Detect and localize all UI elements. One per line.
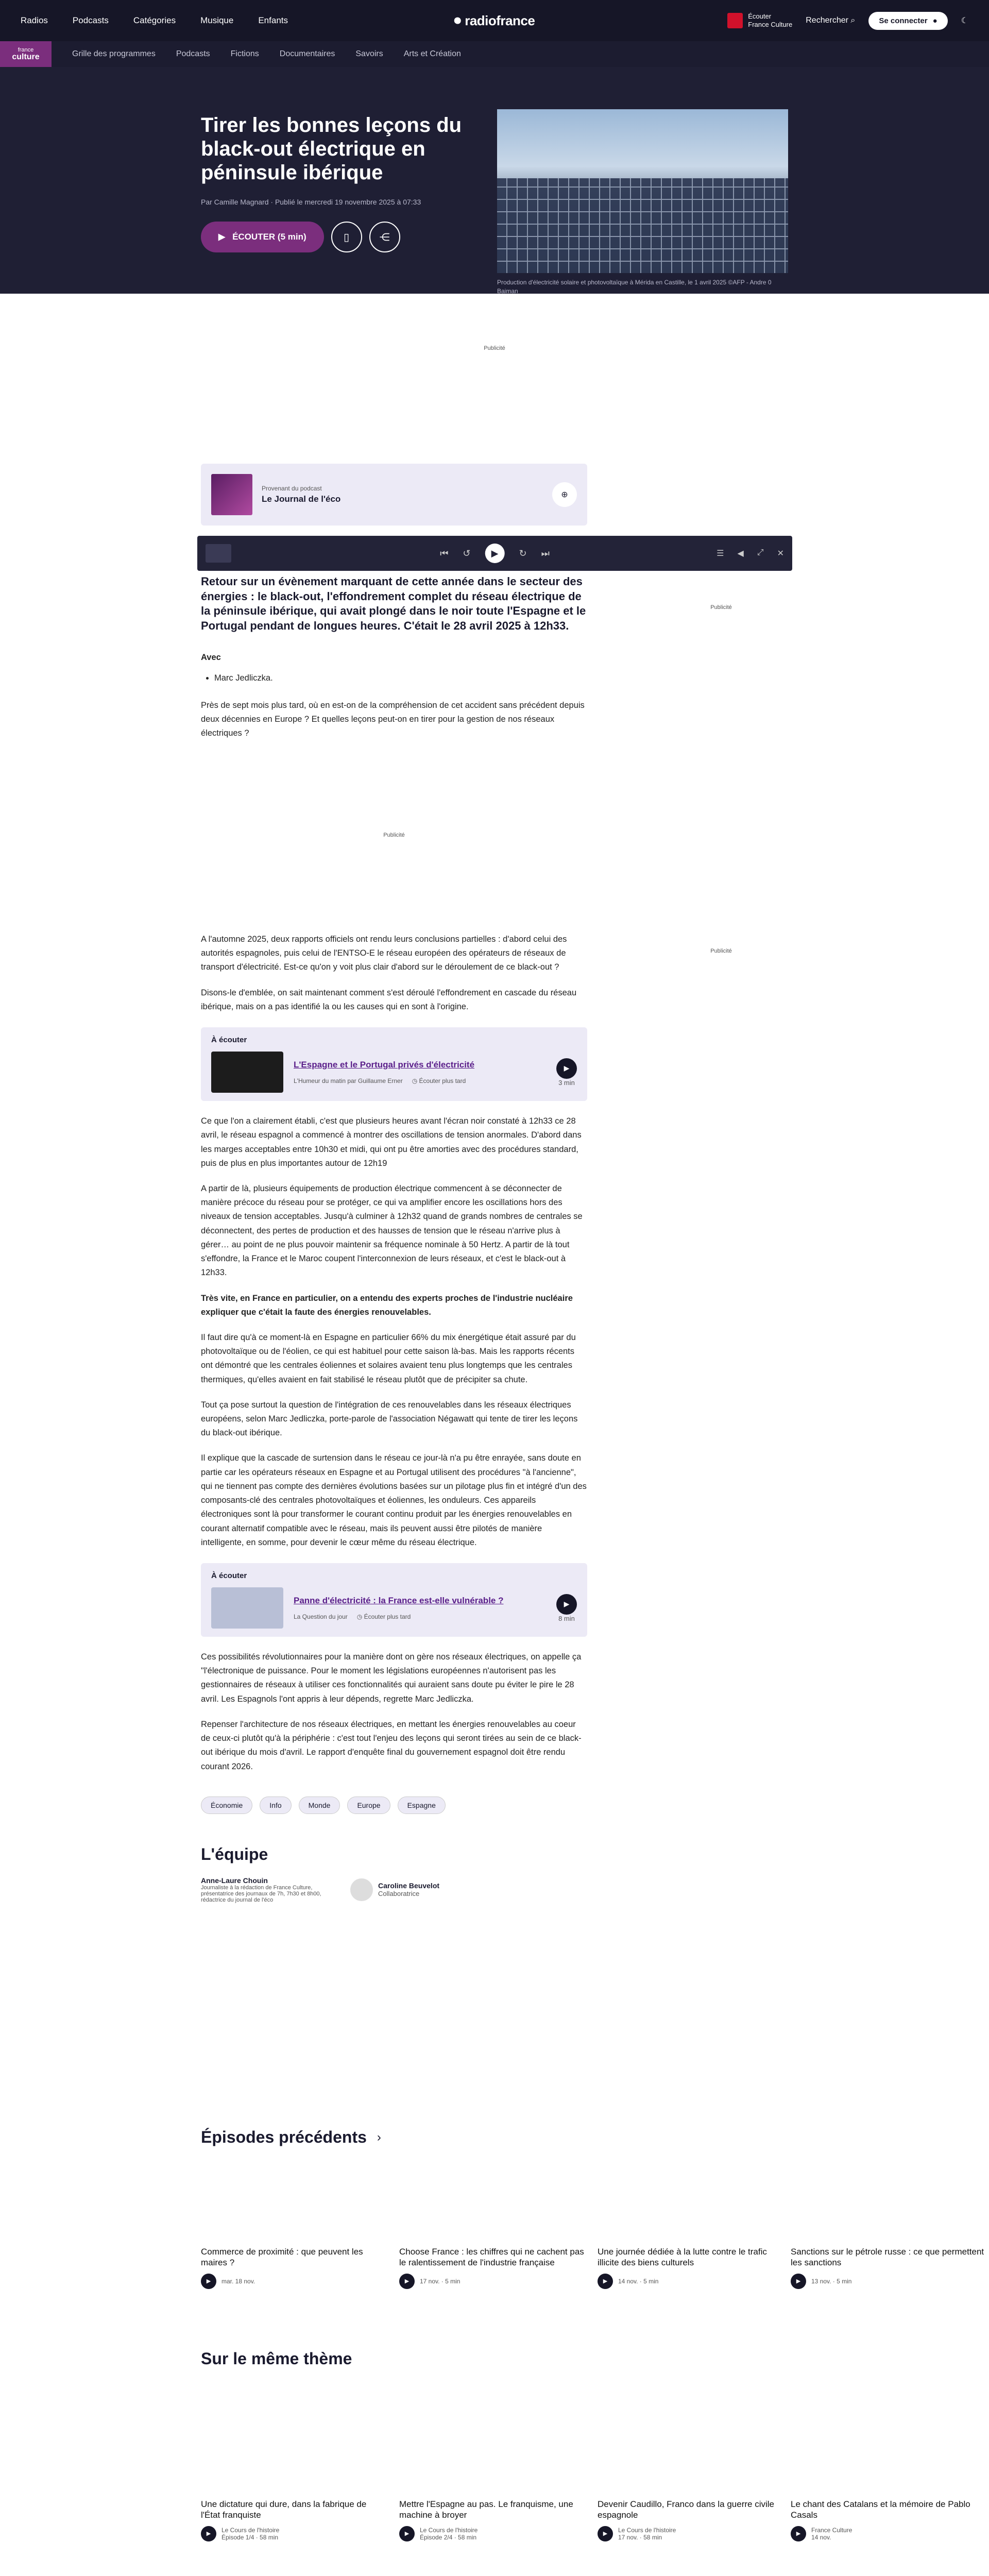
tag[interactable]: Espagne — [398, 1797, 446, 1814]
play-icon[interactable]: ▶ — [598, 2274, 613, 2289]
plus-icon: ⊕ — [561, 490, 568, 499]
card-source: Le Cours de l'histoire — [618, 2526, 676, 2534]
member-name: Anne-Laure Chouin — [201, 1876, 268, 1885]
article-lead: Retour sur un évènement marquant de cette année dans le secteur des énergies : le black-out, l'effondrement complet du réseau électrique de la péninsule ibérique, qui avait plongé dans le noir toute l'Espagne et le Portugal pendant de longues heures. C'était le 28 avril 2025 à 12h33. — [201, 575, 586, 632]
tag-list — [201, 1797, 587, 1814]
expand-icon[interactable]: ⤢ — [757, 548, 764, 557]
logo-icon: ⏺ — [454, 12, 461, 28]
subnav-savoirs[interactable]: Savoirs — [355, 49, 383, 58]
theme-card[interactable] — [399, 2499, 585, 2541]
rewind-icon[interactable]: ↺ — [463, 548, 471, 558]
listen-box-link[interactable]: Panne d'électricité : la France est-elle vulnérable ? — [294, 1596, 504, 1605]
player-thumbnail — [206, 544, 231, 563]
nav-podcasts[interactable]: Podcasts — [72, 15, 109, 25]
tag[interactable]: Europe — [347, 1797, 390, 1814]
podcast-name: Le Journal de l'éco — [262, 494, 341, 504]
paragraph: Il faut dire qu'à ce moment-là en Espagne en particulier 66% du mix énergétique était assuré par du photovoltaïque ou de l'éolien, ce qui est habituel pour cette saison là-bas. Mais les rapports récents ont démontré que les centrales éoliennes et solaires avaient tenu plus longtemps que les centrales thermiques, qu'elles avaient en fait stabilisé le réseau plutôt que de précipiter sa chute. — [201, 1332, 576, 1384]
nav-musique[interactable]: Musique — [200, 15, 234, 25]
paragraph: Tout ça pose surtout la question de l'intégration de ces renouvelables dans les réseaux électriques européens, selon Marc Jedliczka, porte-parole de l'association Négawatt qui tente de tirer les leçons du black-out ibérique. — [201, 1400, 578, 1438]
nav-categories[interactable]: Catégories — [133, 15, 176, 25]
play-icon[interactable]: ▶ — [399, 2274, 415, 2289]
paragraph: Repenser l'architecture de nos réseaux électriques, en mettant les énergies renouvelables au coeur de ceux-ci plutôt qu'à la périphérie : c'est tout l'enjeu des leçons qui seront tirées au sein de ce black-out ibérique du mois d'avril. Le rapport d'enquête final du gouvernement espagnol doit être rendu courant 2026. — [201, 1719, 582, 1771]
card-title: Commerce de proximité : que peuvent les maires ? — [201, 2247, 363, 2268]
paragraph: Ces possibilités révolutionnaires pour la manière dont on gère nos réseaux électriques, on appelle ça "l'électronique de puissance. Pour le moment les législations européennes n'autorisent pas les gestionnaires de réseaux à utiliser ces fonctionnalités qui auraient sans doute pu éviter le pire le 28 avril. Les Espagnols l'ont appris à leur dépends, regrette Marc Jedliczka. — [201, 1652, 582, 1704]
tag[interactable]: Monde — [299, 1797, 340, 1814]
subscribe-button[interactable] — [552, 482, 577, 507]
card-source: France Culture — [811, 2526, 852, 2534]
listen-box — [201, 1563, 587, 1637]
theme-toggle-icon[interactable]: ☾ — [961, 16, 968, 25]
clock-icon: ◷ — [356, 1613, 363, 1620]
episode-card[interactable] — [399, 2246, 585, 2289]
listen-label: ÉCOUTER (5 min) — [232, 232, 306, 242]
radiofrance-logo[interactable]: ⏺ radiofrance — [454, 12, 535, 28]
main-nav — [21, 15, 288, 26]
episode-card[interactable] — [201, 2246, 386, 2289]
france-culture-logo[interactable] — [0, 41, 52, 67]
guest-name: • Marc Jedliczka. — [214, 671, 587, 685]
paragraph: Près de sept mois plus tard, où en est-on de la compréhension de cet accident sans précédent depuis deux décennies en Europe ? Et quelles leçons peut-on en tirer pour la gestion de nos réseaux électriques ? — [201, 700, 585, 738]
playlist-icon[interactable]: ☰ — [717, 549, 724, 558]
volume-icon[interactable]: ◀ — [737, 549, 744, 558]
play-icon[interactable]: ▶ — [201, 2526, 216, 2541]
listen-box-heading: À écouter — [211, 1571, 247, 1580]
bookmark-button[interactable] — [331, 222, 362, 252]
next-icon[interactable]: ⏭ — [541, 548, 550, 558]
card-meta: 17 nov. · 5 min — [420, 2277, 461, 2285]
close-icon[interactable]: ✕ — [777, 549, 784, 558]
listen-box-source: La Question du jour — [294, 1613, 348, 1620]
theme-card[interactable] — [598, 2499, 783, 2541]
ad-label: Publicité — [710, 948, 732, 954]
card-title: Le chant des Catalans et la mémoire de Pablo Casals — [791, 2499, 970, 2520]
brand-top: france — [18, 46, 34, 53]
live-player-link[interactable] — [727, 12, 792, 28]
listen-later-label: Écouter plus tard — [419, 1077, 466, 1085]
byline: Par Camille Magnard · Publié le mercredi 19 novembre 2025 à 07:33 — [201, 198, 421, 206]
listen-box-heading: À écouter — [211, 1036, 247, 1045]
forward-icon[interactable]: ↻ — [519, 548, 527, 558]
card-title: Sanctions sur le pétrole russe : ce que permettent les sanctions — [791, 2247, 984, 2268]
search-label: Rechercher — [806, 16, 848, 25]
player-play-button[interactable]: ▶ — [485, 544, 505, 563]
hero-image — [497, 109, 788, 273]
play-icon[interactable]: ▶ — [598, 2526, 613, 2541]
hero — [0, 67, 989, 294]
paragraph: Il explique que la cascade de surtension dans le réseau ce jour-là n'a pu être enrayée, sans doute en partie car les opérateurs réseaux en Espagne et au Portugal utilisent des procédures "à l'ancienne", qui ne tiennent pas compte des dernières évolutions basées sur un pilotage plus fin et intégré d'un des composants-clé des centrales photovoltaïques et éoliennes, les onduleurs. Ces appareils électroniques sont là pour transformer le courant continu produit par les énergies renouvelables en courant alternatif compatible avec le réseau, mais ils peuvent aussi être pilotés de manière intelligente, en somme, pour devenir le cœur même du réseau électrique. — [201, 1453, 587, 1547]
subnav-grille[interactable]: Grille des programmes — [72, 49, 156, 58]
listen-box-thumbnail — [211, 1587, 283, 1629]
paragraph: Ce que l'on a clairement établi, c'est que plusieurs heures avant l'écran noir constaté à 12h33 ce 28 avril, le réseau espagnol a commencé à montrer des oscillations de tension anormales. D'abord dans les marges acceptables entre 10h30 et midi, qui ont pu être amorties avec des procédures standard, puis de plus en plus importantes autour de 12h19 — [201, 1116, 582, 1168]
member-name: Caroline Beuvelot — [378, 1882, 440, 1890]
play-icon[interactable]: ▶ — [201, 2274, 216, 2289]
connect-button[interactable] — [868, 12, 947, 30]
clock-icon: ◷ — [412, 1077, 418, 1085]
listen-box-play-button[interactable]: ▶ — [556, 1594, 577, 1615]
previous-icon[interactable]: ⏮ — [440, 548, 449, 558]
podcast-from: Provenant du podcast — [262, 485, 322, 492]
listen-button[interactable] — [201, 222, 324, 252]
play-icon[interactable]: ▶ — [791, 2274, 806, 2289]
card-meta: 17 nov. · 58 min — [618, 2533, 662, 2541]
listen-box — [201, 1027, 587, 1101]
live-label: Écouter France Culture — [748, 12, 793, 28]
episode-card[interactable] — [598, 2246, 783, 2289]
theme-card[interactable] — [791, 2499, 986, 2541]
page-title: Tirer les bonnes leçons du black-out électrique en péninsule ibérique — [201, 114, 462, 184]
brand-bottom: culture — [12, 52, 40, 61]
play-icon[interactable]: ▶ — [399, 2526, 415, 2541]
station-logo-icon — [727, 13, 743, 28]
subnav-documentaires[interactable]: Documentaires — [279, 49, 335, 58]
station-subnav — [0, 41, 989, 67]
listen-later-button[interactable] — [412, 1077, 466, 1084]
team-member[interactable] — [350, 1876, 439, 1903]
member-role: Journaliste à la rédaction de France Culture, présentatrice des journaux de 7h, 7h30 et 8h00, rédactrice du journal de l'éco — [201, 1884, 321, 1903]
paragraph: A l'automne 2025, deux rapports officiels ont rendu leurs conclusions partielles : d'abord celui des autorités espagnoles, puis celui de l'ENTSO-E le réseau européen des opérateurs de réseaux de transport d'électricité. Est-ce qu'on y voit plus clair d'abord sur le déroulement de ce black-out ? — [201, 935, 567, 972]
duration: 3 min — [558, 1078, 575, 1087]
play-icon[interactable]: ▶ — [791, 2526, 806, 2541]
image-credit: Production d'électricité solaire et photovoltaïque à Mérida en Castille, le 1 avril 2025 ©AFP - Andre 0 Baiman — [497, 279, 772, 295]
card-source: Le Cours de l'histoire — [221, 2526, 280, 2534]
card-meta: Épisode 1/4 · 58 min — [221, 2533, 279, 2541]
card-source: Le Cours de l'histoire — [420, 2526, 478, 2534]
subnav-fictions[interactable]: Fictions — [230, 49, 259, 58]
podcast-cover — [211, 474, 252, 515]
card-meta: mar. 18 nov. — [221, 2277, 255, 2285]
card-meta: Épisode 2/4 · 58 min — [420, 2533, 477, 2541]
duration: 8 min — [558, 1614, 575, 1622]
share-button[interactable] — [369, 222, 400, 252]
connect-label: Se connecter — [879, 16, 928, 25]
subnav-arts[interactable]: Arts et Création — [403, 49, 461, 58]
theme-heading: Sur le même thème — [201, 2349, 352, 2368]
card-title: Mettre l'Espagne au pas. Le franquisme, une machine à broyer — [399, 2499, 573, 2520]
tag[interactable]: Info — [260, 1797, 291, 1814]
audio-player — [197, 536, 792, 571]
card-meta: 14 nov. — [811, 2533, 831, 2541]
theme-card[interactable] — [201, 2499, 386, 2541]
chevron-right-icon: › — [377, 2130, 381, 2144]
card-title: Choose France : les chiffres qui ne cachent pas le ralentissement de l'industrie française — [399, 2247, 584, 2268]
top-bar — [0, 0, 989, 41]
ad-label: Publicité — [484, 345, 505, 351]
card-meta: 14 nov. · 5 min — [618, 2277, 659, 2285]
listen-box-thumbnail — [211, 1052, 283, 1093]
card-meta: 13 nov. · 5 min — [811, 2277, 852, 2285]
card-title: Une journée dédiée à la lutte contre le trafic illicite des biens culturels — [598, 2247, 767, 2268]
listen-box-link[interactable]: L'Espagne et le Portugal privés d'électricité — [294, 1060, 475, 1070]
paragraph: Très vite, en France en particulier, on a entendu des experts proches de l'industrie nucléaire expliquer que c'était la faute des énergies renouvelables. — [201, 1293, 573, 1317]
ad-label: Publicité — [383, 832, 405, 838]
user-icon: ● — [932, 16, 937, 25]
listen-box-source: L'Humeur du matin par Guillaume Erner — [294, 1077, 403, 1085]
episodes-heading: Épisodes précédents — [201, 2128, 367, 2146]
search-icon: ⌕ — [850, 16, 856, 25]
share-icon: ⋲ — [379, 231, 390, 243]
avatar — [350, 1878, 373, 1901]
podcast-card[interactable] — [201, 464, 587, 526]
team-member[interactable] — [201, 1876, 335, 1903]
tag[interactable]: Économie — [201, 1797, 252, 1814]
listen-box-play-button[interactable]: ▶ — [556, 1058, 577, 1079]
listen-later-label: Écouter plus tard — [364, 1613, 411, 1620]
guest-heading: Avec — [201, 653, 221, 663]
ad-label: Publicité — [710, 604, 732, 611]
member-role: Collaboratrice — [378, 1890, 420, 1898]
subnav-podcasts[interactable]: Podcasts — [176, 49, 210, 58]
play-icon: ▶ — [218, 232, 226, 242]
team-heading: L'équipe — [201, 1844, 268, 1863]
episodes-heading-link[interactable] — [201, 2128, 381, 2147]
listen-later-button[interactable] — [357, 1613, 411, 1620]
bookmark-icon: ▯ — [344, 231, 350, 243]
card-title: Une dictature qui dure, dans la fabrique de l'État franquiste — [201, 2499, 367, 2520]
nav-enfants[interactable]: Enfants — [258, 15, 288, 25]
paragraph: A partir de là, plusieurs équipements de production électrique commencent à se déconnecter de manière précoce du réseau pour se protéger, ce qui va amplifier encore les oscillations hors des niveaux de tension acceptables. Jusqu'à culminer à 12h32 quand de grands nombres de centrales se déconnectent, des pertes de production et des hausses de tension que le réseau n'arrive plus à gérer… au point de ne plus pouvoir maintenir sa fréquence nominale à 50 Hertz. A partir de là tout s'effondre, la France et le Maroc coupent l'interconnexion de leurs réseaux, et c'est le black-out à 12h33. — [201, 1183, 583, 1278]
search-button[interactable] — [806, 16, 855, 25]
nav-radios[interactable]: Radios — [21, 15, 48, 25]
episode-card[interactable] — [791, 2246, 986, 2289]
paragraph: Disons-le d'emblée, on sait maintenant comment s'est déroulé l'effondrement en cascade du réseau ibérique, mais on a pas identifié la ou les causes qui en sont à l'origine. — [201, 988, 577, 1011]
card-title: Devenir Caudillo, Franco dans la guerre civile espagnole — [598, 2499, 774, 2520]
